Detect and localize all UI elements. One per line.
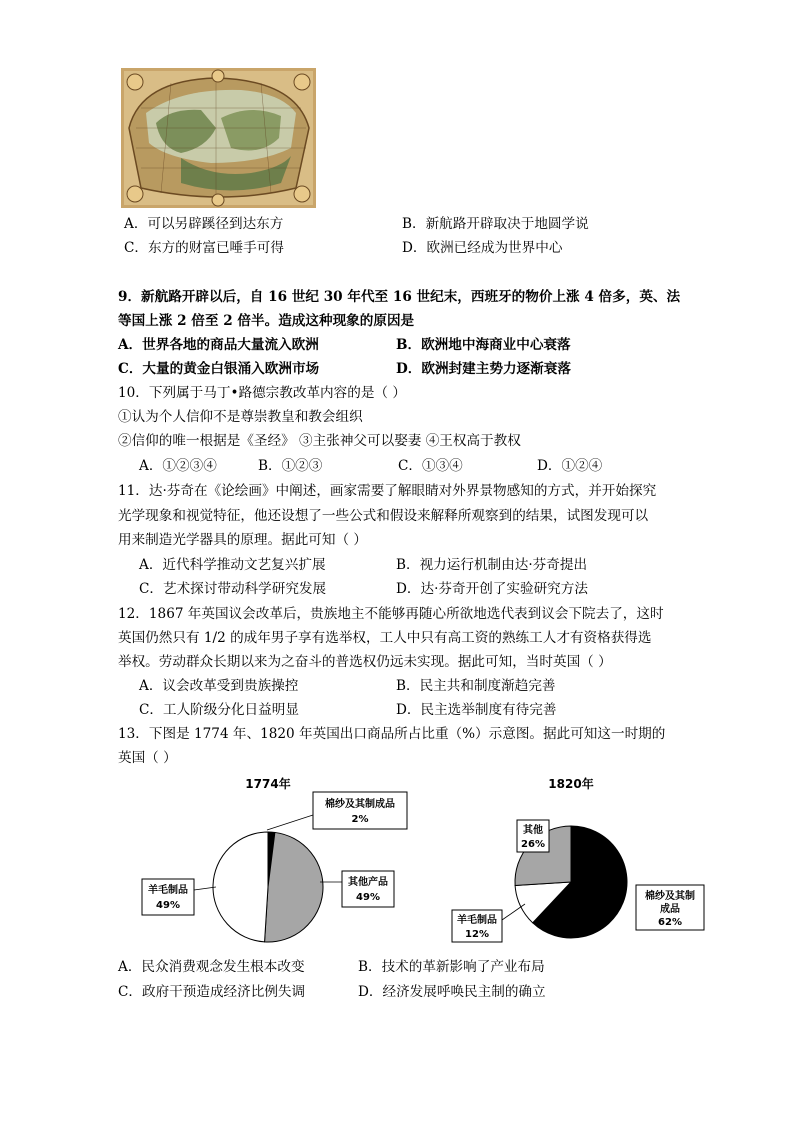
q9-option-c: C．大量的黄金白银涌入欧洲市场 — [118, 361, 320, 377]
q11-option-b: B．视力运行机制由达·芬奇提出 — [396, 557, 588, 573]
pie-chart-1774 — [130, 772, 420, 952]
leader-line-wool — [502, 904, 525, 920]
slice-label-other-value: 49% — [356, 892, 380, 903]
q10-option-d: D．①②④ — [537, 458, 603, 474]
q11-stem-line3: 用来制造光学器具的原理。据此可知（ ） — [118, 532, 368, 548]
q13-option-c: C．政府干预造成经济比例失调 — [118, 984, 306, 1000]
chart-title: 1774年 — [245, 777, 291, 791]
q12-option-a: A．议会改革受到贵族操控 — [139, 678, 299, 694]
pie-slice-wool — [213, 832, 268, 942]
q9-option-d: D．欧洲封建主势力逐渐衰落 — [396, 361, 571, 377]
q13-option-a: A．民众消费观念发生根本改变 — [118, 959, 305, 975]
q13-option-d: D．经济发展呼唤民主制的确立 — [358, 984, 546, 1000]
q12-stem-line1: 12．1867 年英国议会改革后，贵族地主不能够再随心所欲地选代表到议会下院去了，这时 — [118, 606, 664, 622]
slice-label-cotton-value: 62% — [658, 917, 682, 928]
q13-option-b: B．技术的革新影响了产业布局 — [358, 959, 545, 975]
slice-label-wool-name: 羊毛制品 — [148, 885, 188, 896]
q13-stem-line2: 英国（ ） — [118, 750, 177, 766]
q11-stem-line2: 光学现象和视觉特征，他还设想了一些公式和假设来解释所观察到的结果，试图发现可以 — [118, 508, 649, 524]
q10-option-a: A．①②③④ — [139, 458, 217, 474]
q12-stem-line2: 英国仍然只有 1/2 的成年男子享有选举权，工人中只有高工资的熟练工人才有资格获得选 — [118, 630, 652, 646]
q9-option-a: A．世界各地的商品大量流入欧洲 — [118, 337, 319, 353]
slice-label-cotton-name-2: 成品 — [660, 904, 680, 915]
slice-label-wool-value: 12% — [465, 929, 489, 940]
q11-option-c: C．艺术探讨带动科学研究发展 — [139, 581, 327, 597]
q9-option-b: B．欧洲地中海商业中心衰落 — [396, 337, 571, 353]
q13-stem-line1: 13．下图是 1774 年、1820 年英国出口商品所占比重（%）示意图。据此可知这一时期的 — [118, 726, 666, 742]
q8-option-c: C．东方的财富已唾手可得 — [124, 240, 284, 256]
q8-option-a: A．可以另辟蹊径到达东方 — [124, 216, 284, 232]
pie-slice-other — [265, 832, 323, 942]
q9-stem-line2: 等国上涨 2 倍至 2 倍半。造成这种现象的原因是 — [118, 313, 415, 329]
q12-option-b: B．民主共和制度渐趋完善 — [396, 678, 556, 694]
leader-line-cotton — [267, 815, 313, 830]
slice-label-other-name: 其他产品 — [348, 877, 388, 888]
q12-stem-line3: 举权。劳动群众长期以来为之奋斗的普选权仍远未实现。据此可知，当时英国（ ） — [118, 654, 612, 670]
q11-option-a: A．近代科学推动文艺复兴扩展 — [139, 557, 326, 573]
q12-option-c: C．工人阶级分化日益明显 — [139, 702, 299, 718]
q12-option-d: D．民主选举制度有待完善 — [396, 702, 557, 718]
slice-label-wool-name: 羊毛制品 — [457, 915, 497, 926]
slice-label-cotton-name-1: 棉纱及其制 — [645, 891, 695, 902]
slice-label-cotton-value: 2% — [351, 814, 369, 825]
q8-option-b: B．新航路开辟取决于地圆学说 — [402, 216, 589, 232]
q10-option-c: C．①③④ — [398, 458, 463, 474]
pie-chart-1820 — [445, 772, 715, 952]
q9-stem-line1: 9．新航路开辟以后，自 16 世纪 30 年代至 16 世纪末，西班牙的物价上涨 4 倍多，英、法 — [118, 289, 681, 305]
slice-label-wool-value: 49% — [156, 900, 180, 911]
q10-stem: 10．下列属于马丁•路德宗教改革内容的是（ ） — [118, 385, 406, 401]
slice-label-other-name: 其他 — [523, 825, 543, 836]
q10-item2: ②信仰的唯一根据是《圣经》 ③主张神父可以娶妻 ④王权高于教权 — [118, 433, 521, 449]
q8-option-d: D．欧洲已经成为世界中心 — [402, 240, 563, 256]
q11-stem-line1: 11．达·芬奇在《论绘画》中阐述，画家需要了解眼睛对外界景物感知的方式，并开始探究 — [118, 483, 657, 499]
world-map-image — [121, 68, 316, 208]
q10-item1: ①认为个人信仰不是尊崇教皇和教会组织 — [118, 409, 363, 425]
q10-option-b: B．①②③ — [258, 458, 323, 474]
slice-label-cotton-name: 棉纱及其制成品 — [325, 799, 395, 810]
chart-title: 1820年 — [548, 777, 594, 791]
slice-label-other-value: 26% — [521, 839, 545, 850]
q11-option-d: D．达·芬奇开创了实验研究方法 — [396, 581, 588, 597]
